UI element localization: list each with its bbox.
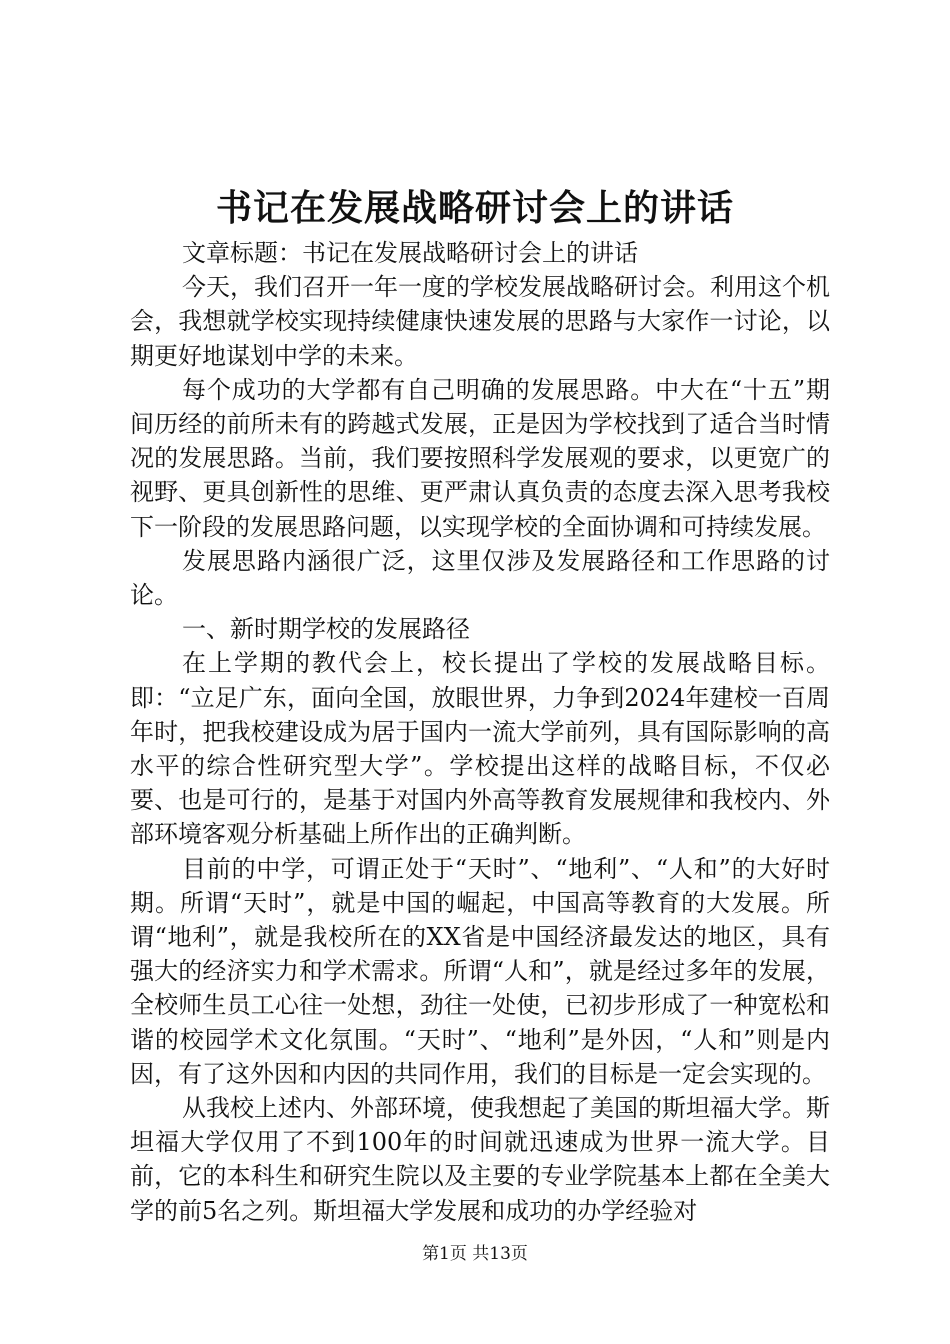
document-title: 书记在发展战略研讨会上的讲话 [215,187,734,229]
document-body [130,236,830,1228]
paragraph-development-idea: 每个成功的大学都有自己明确的发展思路。中大在“十五”期间历经的前所未有的跨越式发展，正是因为学校找到了适合当时情况的发展思路。当前，我们要按照科学发展观的要求，以更宽广的视野、更具创新性的思维、更严肃认真负责的态度去深入思考我校下一阶段的发展思路问题，以实现学校的全面协调和可持续发展。 [130,375,830,541]
paragraph-current-situation: 目前的中学，可谓正处于“天时”、“地利”、“人和”的大好时期。所谓“天时”，就是中国的崛起，中国高等教育的大发展。所谓“地利”，就是我校所在的XX省是中国经济最发达的地区，具有强大的经济实力和学术需求。所谓“人和”，就是经过多年的发展，全校师生员工心往一处想，劲往一处使，已初步形成了一种宽松和谐的校园学术文化氛围。“天时”、“地利”是外因，“人和”则是内因，有了这外因和内因的共同作用，我们的目标是一定会实现的。 [130,854,830,1088]
section-heading-development-path: 一、新时期学校的发展路径 [182,615,470,644]
paragraph-article-heading: 文章标题：书记在发展战略研讨会上的讲话 [182,239,638,267]
paragraph-scope: 发展思路内涵很广泛，这里仅涉及发展路径和工作思路的讨论。 [130,546,830,610]
paragraph-stanford: 从我校上述内、外部环境，使我想起了美国的斯坦福大学。斯坦福大学仅用了不到100年的时间就迅速成为世界一流大学。目前，它的本科生和研究生院以及主要的专业学院基本上都在全美大学的前5名之列。斯坦福大学发展和成功的办学经验对 [130,1094,830,1225]
paragraph-strategic-goal: 在上学期的教代会上，校长提出了学校的发展战略目标。即：“立足广东，面向全国，放眼世界，力争到2024年建校一百周年时，把我校建设成为居于国内一流大学前列，具有国际影响的高水平的综合性研究型大学”。学校提出这样的战略目标，不仅必要、也是可行的，是基于对国内外高等教育发展规律和我校内、外部环境客观分析基础上所作出的正确判断。 [130,649,830,849]
page-number-footer: 第1页 共13页 [422,1244,528,1264]
paragraph-intro: 今天，我们召开一年一度的学校发展战略研讨会。利用这个机会，我想就学校实现持续健康快速发展的思路与大家作一讨论，以期更好地谋划中学的未来。 [130,273,830,370]
